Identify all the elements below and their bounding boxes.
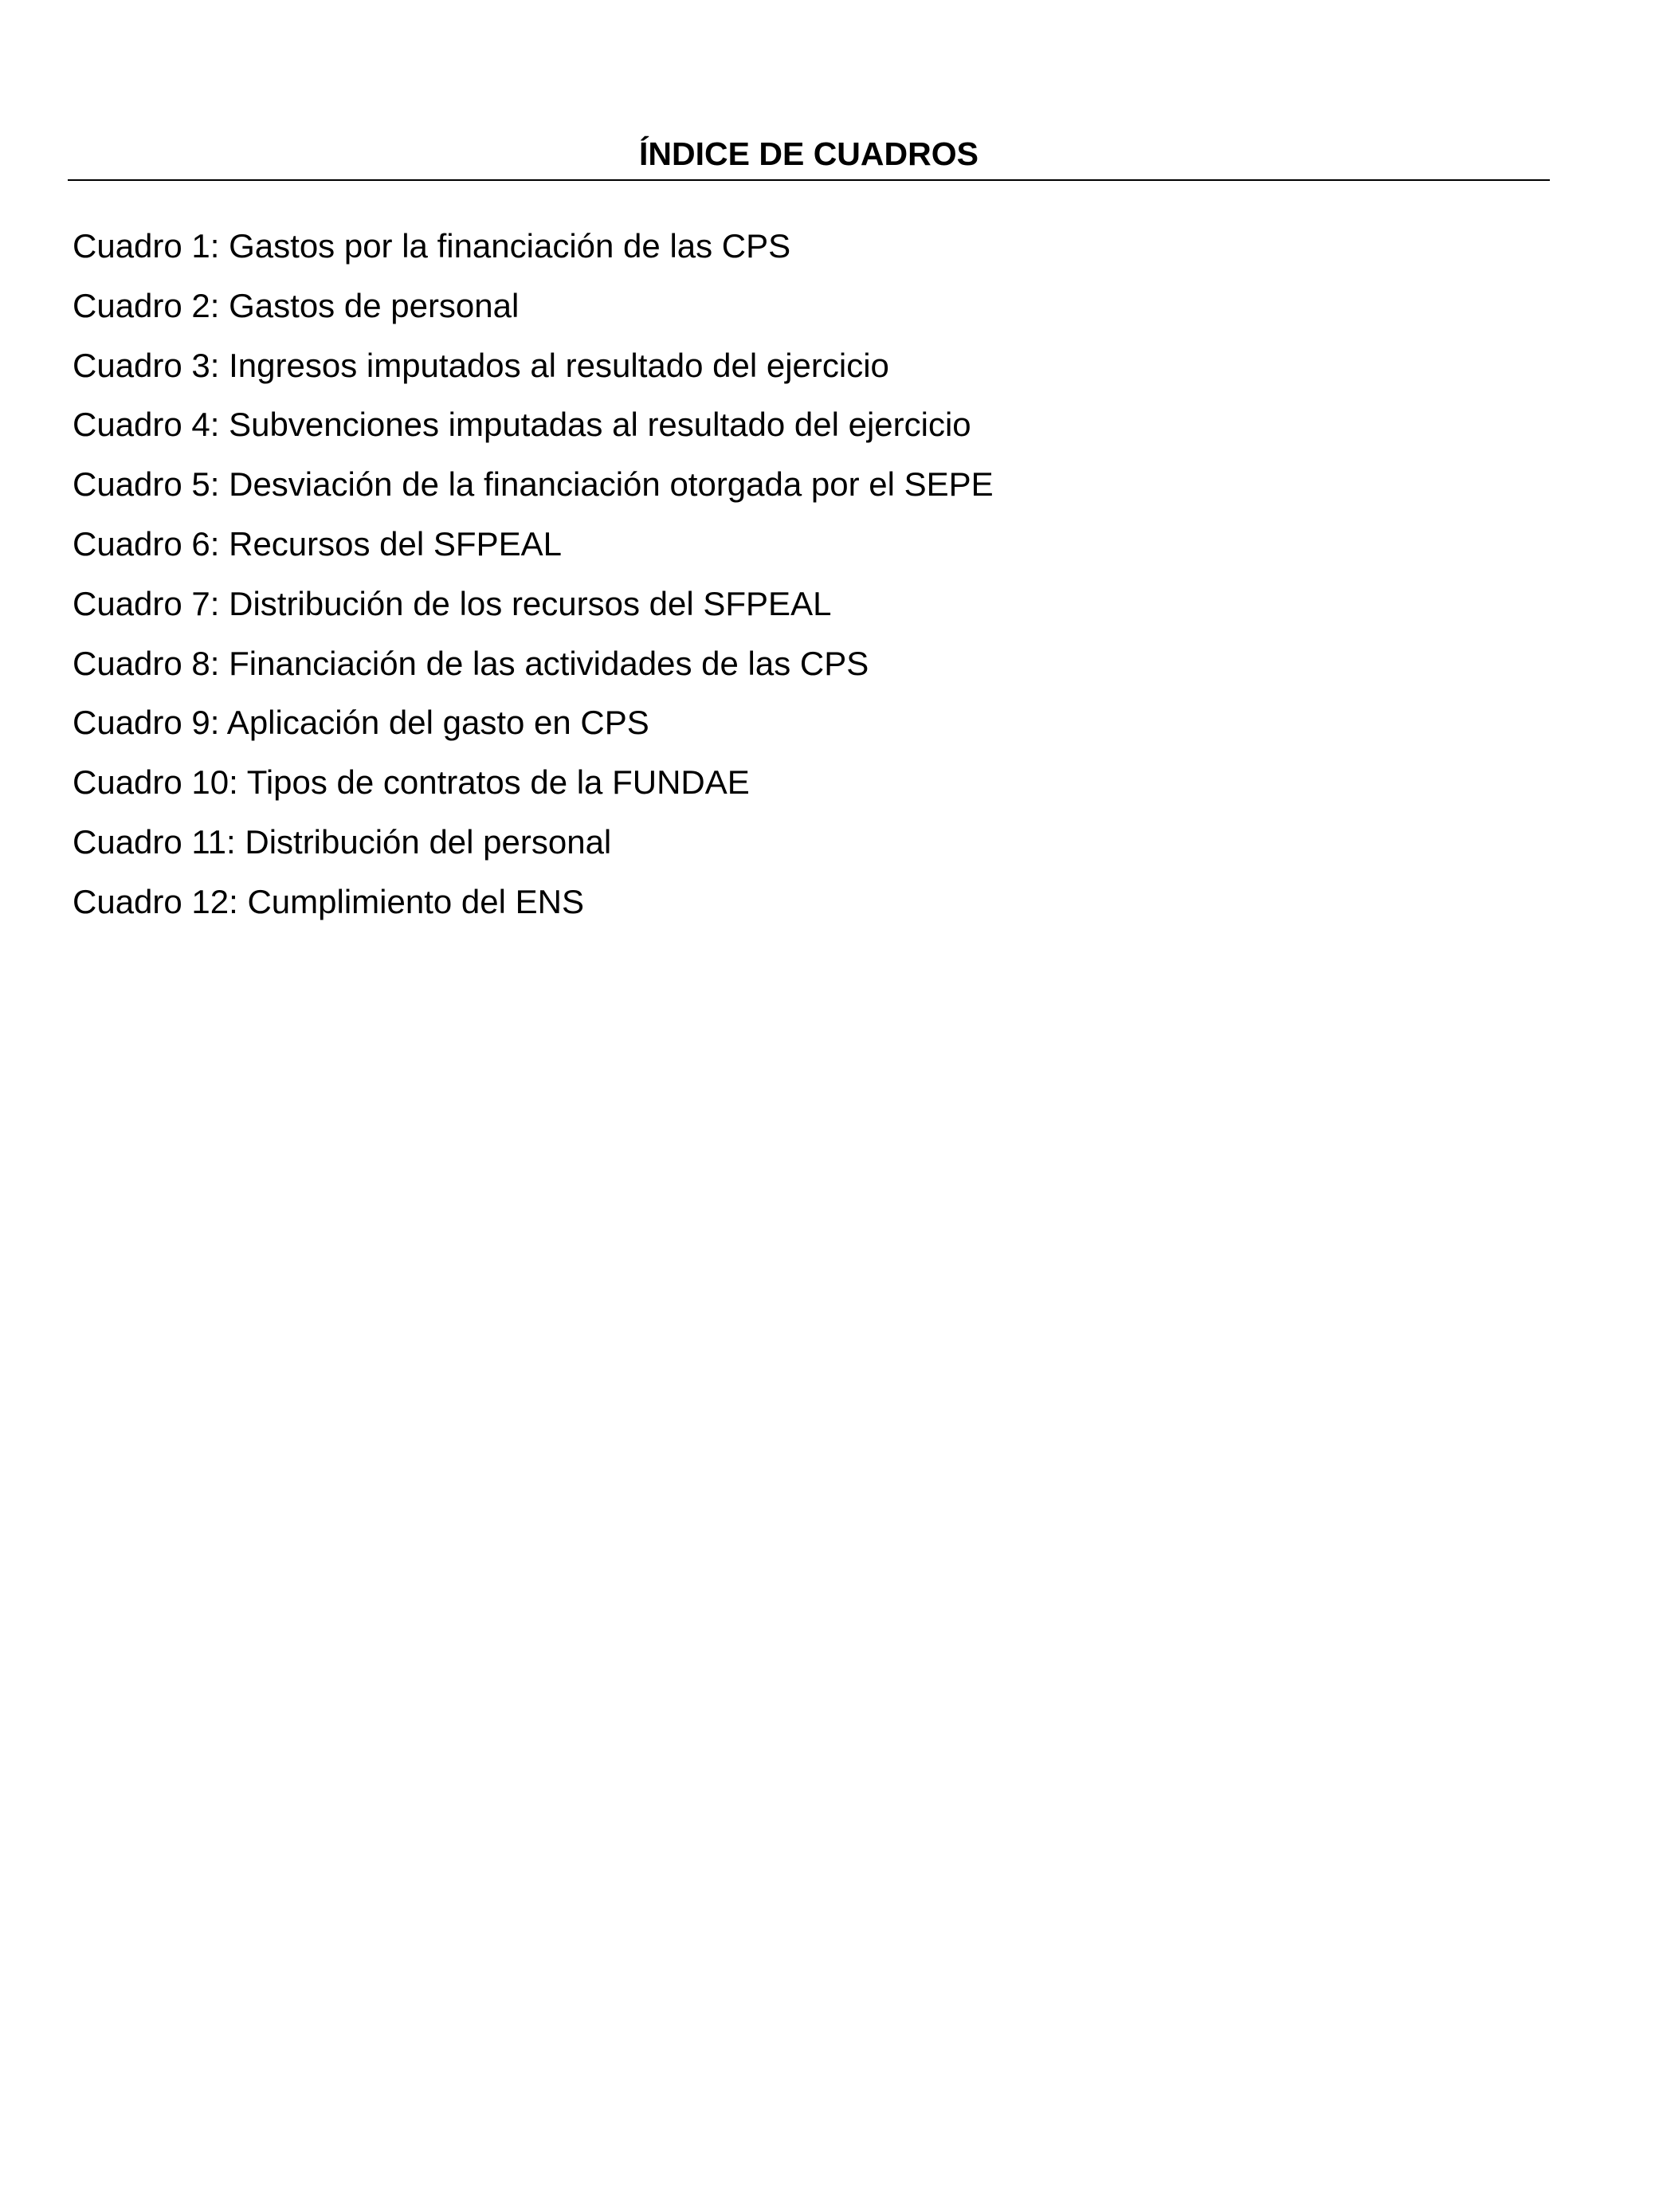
- index-entry-12: Cuadro 12: Cumplimiento del ENS: [73, 882, 584, 920]
- index-entry-11: Cuadro 11: Distribución del personal: [73, 822, 612, 861]
- table-index-list: [73, 217, 994, 932]
- index-entry-2: Cuadro 2: Gastos de personal: [73, 286, 520, 324]
- index-entry-10: Cuadro 10: Tipos de contratos de la FUNDAE: [73, 763, 750, 802]
- index-entry-1: Cuadro 1: Gastos por la financiación de las CPS: [73, 227, 791, 265]
- index-entry-7: Cuadro 7: Distribución de los recursos del SFPEAL: [73, 584, 832, 622]
- index-title: ÍNDICE DE CUADROS: [639, 135, 979, 172]
- index-entry-8: Cuadro 8: Financiación de las actividades de las CPS: [73, 644, 869, 682]
- index-entry-5: Cuadro 5: Desviación de la financiación otorgada por el SEPE: [73, 465, 994, 504]
- index-entry-3: Cuadro 3: Ingresos imputados al resultado del ejercicio: [73, 346, 889, 384]
- index-entry-4: Cuadro 4: Subvenciones imputadas al resultado del ejercicio: [73, 406, 971, 444]
- index-header: [68, 131, 1550, 181]
- index-entry-9: Cuadro 9: Aplicación del gasto en CPS: [73, 704, 649, 742]
- index-entry-6: Cuadro 6: Recursos del SFPEAL: [73, 524, 562, 563]
